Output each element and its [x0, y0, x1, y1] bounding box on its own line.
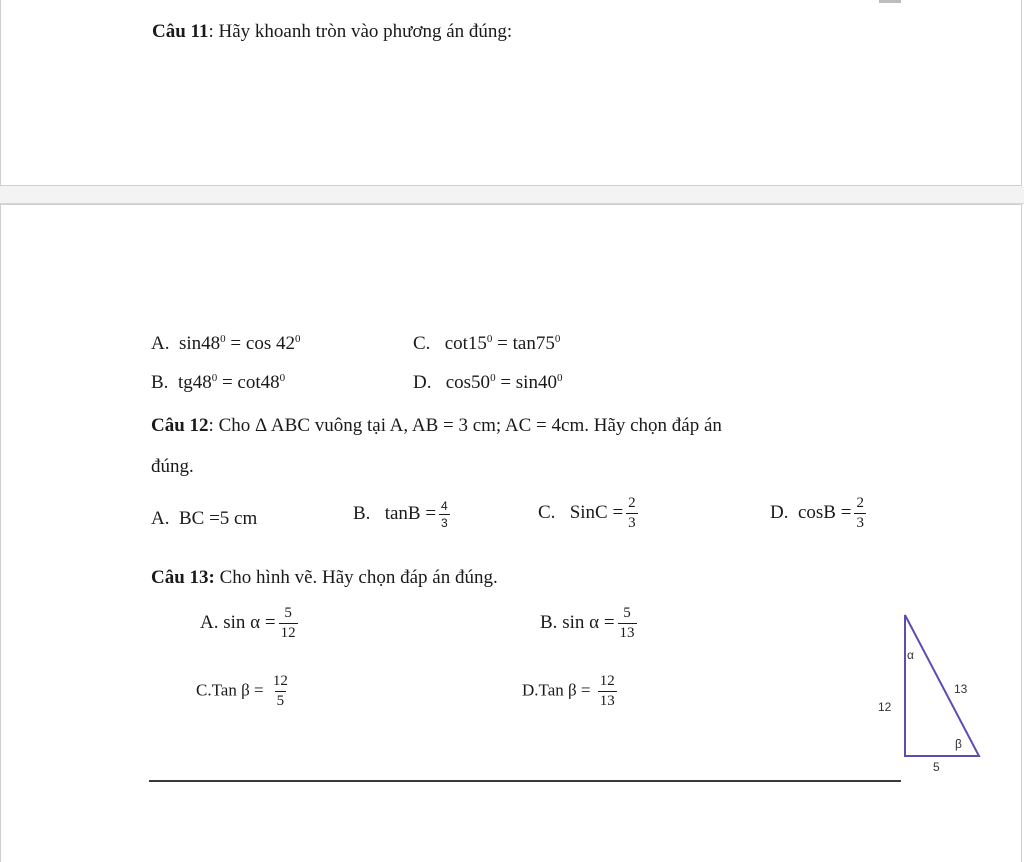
- q12-option-c: [538, 496, 638, 531]
- option-expr: cosB =: [797, 501, 852, 523]
- q13-option-c: [196, 674, 290, 709]
- question-13-heading: [151, 568, 498, 587]
- fraction: [279, 606, 298, 641]
- degree-sup: 0: [554, 333, 561, 345]
- option-expr: tanB =: [384, 502, 437, 524]
- question-11-heading: [152, 22, 512, 41]
- q11-option-d: [413, 373, 562, 392]
- q11-option-b: [151, 373, 285, 392]
- option-expr-left: cos50: [445, 372, 491, 393]
- q13-option-d: [522, 674, 617, 709]
- fraction-numerator: 4: [441, 499, 448, 513]
- fraction-denominator: 12: [280, 625, 296, 641]
- fraction-numerator: 2: [856, 495, 864, 511]
- degree-sup: 0: [556, 372, 563, 384]
- option-expr: Tan β =: [538, 680, 591, 700]
- angle-beta-label: β: [955, 737, 962, 751]
- fraction-numerator: 2: [628, 495, 636, 511]
- triangle-shape: [905, 615, 979, 756]
- question-11-text: : Hãy khoanh tròn vào phương án đúng:: [208, 21, 513, 42]
- degree-sup: 0: [220, 333, 226, 345]
- q13-option-b: [540, 606, 637, 641]
- degree-sup: 0: [490, 372, 496, 384]
- option-expr: Tan β =: [211, 680, 264, 700]
- option-expr-left: tg48: [177, 372, 212, 393]
- option-expr: SinC =: [569, 501, 624, 523]
- hypotenuse-label: 13: [954, 682, 968, 696]
- degree-sup: 0: [211, 372, 218, 384]
- question-12-text-continued: đúng.: [151, 456, 194, 477]
- option-letter: D.: [522, 680, 539, 700]
- q12-option-d: [770, 496, 866, 531]
- fraction-denominator: 3: [856, 515, 864, 531]
- fraction-denominator: 5: [276, 693, 285, 709]
- fraction-numerator: 12: [272, 673, 288, 689]
- fraction: [439, 500, 450, 529]
- option-expr: sin α =: [562, 611, 615, 633]
- header-mark: [879, 0, 901, 3]
- q12-option-a: [151, 509, 257, 528]
- q13-option-a: [200, 606, 298, 641]
- question-11-label: Câu 11: [152, 21, 209, 42]
- option-letter: D.: [770, 501, 789, 523]
- option-expr-right: = sin40: [495, 372, 557, 393]
- fraction: [626, 496, 638, 531]
- vertical-side-label: 12: [878, 700, 892, 714]
- fraction-numerator: 5: [284, 605, 292, 621]
- option-letter: B.: [353, 502, 371, 524]
- fraction: [854, 496, 866, 531]
- fraction: [598, 674, 617, 709]
- fraction-numerator: 12: [599, 673, 615, 689]
- question-12-heading: [151, 416, 722, 435]
- q11-option-c: [413, 334, 560, 353]
- option-letter: C.: [413, 333, 431, 354]
- fraction-denominator: 13: [599, 693, 615, 709]
- option-expr-right: = cos 42: [225, 333, 295, 354]
- option-letter: C.: [538, 501, 556, 523]
- option-expr: BC =5 cm: [178, 508, 258, 529]
- option-letter: D.: [413, 372, 432, 393]
- question-13-label: Câu 13:: [151, 567, 215, 588]
- option-expr-right: = cot48: [217, 372, 280, 393]
- option-expr-right: = tan75: [492, 333, 555, 354]
- fraction-denominator: 13: [619, 625, 635, 641]
- horizontal-rule: [149, 780, 901, 782]
- q12-option-b: [353, 500, 450, 529]
- option-expr-left: cot15: [444, 333, 487, 354]
- option-letter: B.: [540, 611, 558, 633]
- document-page-2: [0, 204, 1022, 862]
- document-page-1: [0, 0, 1022, 186]
- question-12-text: : Cho Δ ABC vuông tại A, AB = 3 cm; AC = 4cm. Hãy chọn đáp án: [208, 415, 722, 436]
- fraction-numerator: 5: [623, 605, 631, 621]
- fraction: [618, 606, 637, 641]
- option-letter: B.: [151, 372, 169, 393]
- degree-sup: 0: [279, 372, 286, 384]
- horizontal-side-label: 5: [933, 760, 940, 774]
- question-12-label: Câu 12: [151, 415, 209, 436]
- option-expr: sin α =: [223, 611, 276, 633]
- fraction-denominator: 3: [628, 515, 636, 531]
- option-letter: A.: [200, 611, 219, 633]
- fraction-denominator: 3: [441, 516, 448, 530]
- option-expr-left: sin48: [178, 333, 221, 354]
- question-13-text: Cho hình vẽ. Hãy chọn đáp án đúng.: [214, 567, 498, 588]
- option-letter: C.: [196, 680, 212, 700]
- degree-sup: 0: [294, 333, 301, 345]
- right-triangle-figure: [870, 610, 1000, 780]
- fraction: [271, 674, 290, 709]
- page-gap: [0, 186, 1024, 204]
- option-letter: A.: [151, 333, 170, 354]
- degree-sup: 0: [486, 333, 493, 345]
- q11-option-a: [151, 334, 300, 353]
- option-letter: A.: [151, 508, 170, 529]
- angle-alpha-label: α: [907, 648, 914, 662]
